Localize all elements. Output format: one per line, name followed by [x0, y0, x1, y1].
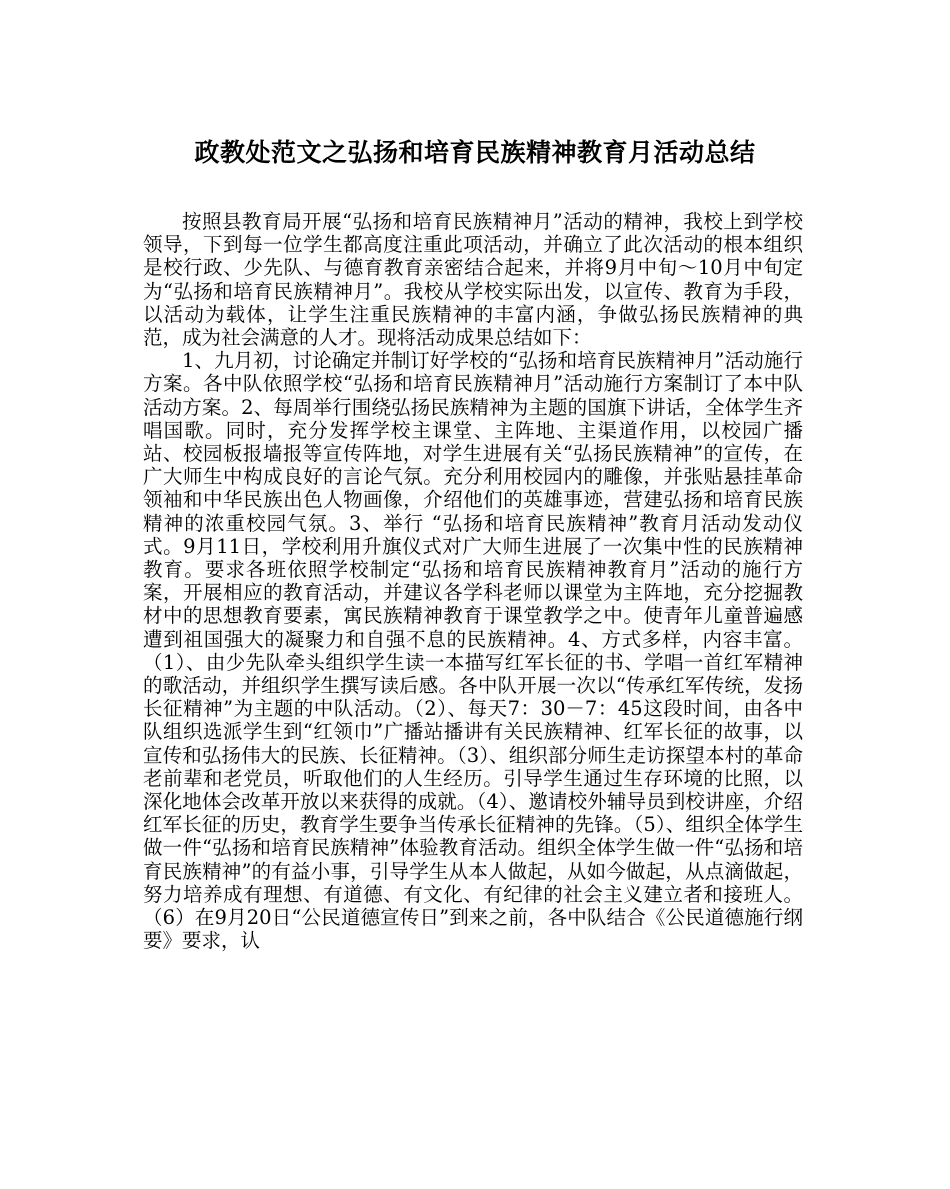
document-title: 政教处范文之弘扬和培育民族精神教育月活动总结 — [194, 138, 756, 167]
activities-paragraph: 1、九月初，讨论确定并制订好学校的“弘扬和培育民族精神月”活动施行方案。各中队依照学校“弘扬和培育民族精神月”活动施行方案制订了本中队活动方案。2、每周举行围绕弘扬民族精神为主题的国旗下讲话，全体学生齐唱国歌。同时，充分发挥学校主课堂、主阵地、主渠道作用，以校园广播站、校园板报墙报等宣传阵地，对学生进展有关“弘扬民族精神”的宣传，在广大师生中构成良好的言论气氛。充分利用校园内的雕像，并张贴悬挂革命领袖和中华民族出色人物画像，介绍他们的英雄事迹，营建弘扬和培育民族精神的浓重校园气氛。3、举行 “弘扬和培育民族精神”教育月活动发动仪式。9月11日，学校利用升旗仪式对广大师生进展了一次集中性的民族精神教育。要求各班依照学校制定“弘扬和培育民族精神教育月”活动的施行方案，开展相应的教育活动，并建议各学科老师以课堂为主阵地，充分挖掘教材中的思想教育要素，寓民族精神教育于课堂教学之中。使青年儿童普遍感遭到祖国强大的凝聚力和自强不息的民族精神。4、方式多样，内容丰富。（1）、由少先队牵头组织学生读一本描写红军长征的书、学唱一首红军精神的歌活动，并组织学生撰写读后感。各中队开展一次以“传承红军传统，发扬长征精神”为主题的中队活动。（2）、每天7：30－7：45这段时间，由各中队组织选派学生到“红领巾”广播站播讲有关民族精神、红军长征的故事，以宣传和弘扬伟大的民族、长征精神。（3）、组织部分师生走访探望本村的革命老前辈和老党员，听取他们的人生经历。引导学生通过生存环境的比照，以深化地体会改革开放以来获得的成就。（4）、邀请校外辅导员到校讲座，介绍红军长征的历史，教育学生要争当传承长征精神的先锋。（5）、组织全体学生做一件“弘扬和培育民族精神”体验教育活动。组织全体学生做一件“弘扬和培育民族精神”的有益小事，引导学生从本人做起，从如今做起，从点滴做起，努力培养成有理想、有道德、有文化、有纪律的社会主义建立者和接班人。（6）在9月20日“公民道德宣传日”到来之前，各中队结合《公民道德施行纲要》要求，认 — [143, 349, 803, 953]
intro-paragraph: 按照县教育局开展“弘扬和培育民族精神月”活动的精神，我校上到学校领导，下到每一位学生都高度注重此项活动，并确立了此次活动的根本组织是校行政、少先队、与德育教育亲密结合起来，并将9月中旬～10月中旬定为“弘扬和培育民族精神月”。我校从学校实际出发，以宣传、教育为手段，以活动为载体，让学生注重民族精神的丰富内涵，争做弘扬民族精神的典范，成为社会满意的人才。现将活动成果总结如下： — [143, 210, 803, 350]
document-body — [143, 210, 803, 953]
